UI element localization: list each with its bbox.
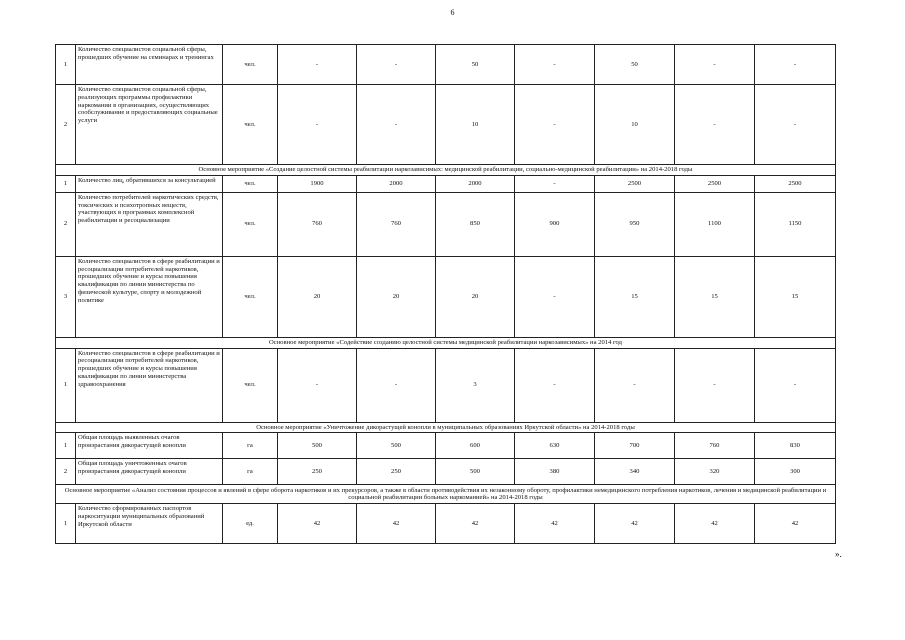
value-cell: 700 <box>595 433 675 459</box>
unit-cell: чел. <box>223 256 278 337</box>
value-cell: 760 <box>675 433 755 459</box>
value-cell: 600 <box>436 433 515 459</box>
value-cell: 42 <box>675 504 755 544</box>
value-cell: 42 <box>595 504 675 544</box>
value-cell: 42 <box>357 504 436 544</box>
section-title: Основное мероприятие «Анализ состояния процессов и явлений в сфере оборота наркотиков и их прекурсоров, а также в области противодействия их незаконному обороту, профилактики немедицинского потребления наркотиков, лечения и медицинской реабилитации и социальной реабилитации больных наркоманией» на 2014-2018 годы <box>56 485 836 504</box>
value-cell: 20 <box>436 256 515 337</box>
value-cell: 900 <box>515 192 595 256</box>
value-cell: - <box>357 85 436 165</box>
value-cell: 320 <box>675 459 755 485</box>
value-cell: 2000 <box>357 175 436 192</box>
value-cell: 2500 <box>595 175 675 192</box>
value-cell: 3 <box>436 348 515 422</box>
table-row <box>56 85 836 165</box>
value-cell: 42 <box>436 504 515 544</box>
section-title: Основное мероприятие «Создание целостной системы реабилитации наркозависимых: медицинской реабилитации, социально-медицинской реабилитации» на 2014-2018 годы <box>56 165 836 176</box>
unit-cell: чел. <box>223 175 278 192</box>
unit-cell: чел. <box>223 348 278 422</box>
margin-mark: ». <box>835 549 842 559</box>
section-header-row <box>56 337 836 348</box>
row-number: 2 <box>56 192 76 256</box>
table-row <box>56 256 836 337</box>
table-row <box>56 192 836 256</box>
value-cell: 42 <box>278 504 357 544</box>
value-cell: - <box>515 348 595 422</box>
value-cell: 10 <box>436 85 515 165</box>
value-cell: 1100 <box>675 192 755 256</box>
indicator-name: Количество сформированных паспортов наркоситуации муниципальных образований Иркутской области <box>76 504 223 544</box>
value-cell: - <box>675 85 755 165</box>
value-cell: 50 <box>436 45 515 85</box>
section-header-row <box>56 165 836 176</box>
value-cell: 500 <box>436 459 515 485</box>
value-cell: 380 <box>515 459 595 485</box>
row-number: 3 <box>56 256 76 337</box>
indicator-name: Общая площадь выявленных очагов произрастания дикорастущей конопли <box>76 433 223 459</box>
table-row <box>56 348 836 422</box>
value-cell: 2500 <box>675 175 755 192</box>
row-number: 2 <box>56 85 76 165</box>
value-cell: 340 <box>595 459 675 485</box>
section-header-row <box>56 422 836 433</box>
value-cell: 760 <box>278 192 357 256</box>
value-cell: 630 <box>515 433 595 459</box>
table-row <box>56 504 836 544</box>
table-body <box>56 45 836 544</box>
value-cell: - <box>675 45 755 85</box>
value-cell: - <box>515 175 595 192</box>
value-cell: 20 <box>357 256 436 337</box>
value-cell: 250 <box>278 459 357 485</box>
value-cell: 15 <box>675 256 755 337</box>
value-cell: - <box>675 348 755 422</box>
page-number: 6 <box>450 8 455 17</box>
value-cell: 1150 <box>755 192 836 256</box>
row-number: 1 <box>56 348 76 422</box>
value-cell: 15 <box>755 256 836 337</box>
value-cell: 50 <box>595 45 675 85</box>
value-cell: - <box>755 45 836 85</box>
value-cell: - <box>515 85 595 165</box>
value-cell: - <box>755 85 836 165</box>
value-cell: 850 <box>436 192 515 256</box>
row-number: 2 <box>56 459 76 485</box>
unit-cell: га <box>223 459 278 485</box>
unit-cell: чел. <box>223 85 278 165</box>
value-cell: - <box>357 45 436 85</box>
row-number: 1 <box>56 433 76 459</box>
value-cell: 500 <box>357 433 436 459</box>
value-cell: - <box>278 85 357 165</box>
value-cell: - <box>278 348 357 422</box>
value-cell: 250 <box>357 459 436 485</box>
unit-cell: га <box>223 433 278 459</box>
section-title: Основное мероприятие «Содействие созданию целостной системы медицинской реабилитации наркозависимых» на 2014 год <box>56 337 836 348</box>
section-title: Основное мероприятие «Уничтожение дикорастущей конопли в муниципальных образованиях Иркутской области» на 2014-2018 годы <box>56 422 836 433</box>
value-cell: - <box>755 348 836 422</box>
row-number: 1 <box>56 504 76 544</box>
value-cell: - <box>595 348 675 422</box>
indicator-name: Количество специалистов в сфере реабилитации и ресоциализации потребителей наркотиков, прошедших обучение и курсы повышения квалификации по линии министерства здравоохранения <box>76 348 223 422</box>
table-row <box>56 175 836 192</box>
indicator-name: Количество специалистов социальной сферы, прошедших обучение на семинарах и тренингах <box>76 45 223 85</box>
value-cell: 830 <box>755 433 836 459</box>
table-row <box>56 433 836 459</box>
value-cell: 2500 <box>755 175 836 192</box>
value-cell: 760 <box>357 192 436 256</box>
value-cell: 15 <box>595 256 675 337</box>
unit-cell: чел. <box>223 192 278 256</box>
table-row <box>56 45 836 85</box>
value-cell: - <box>357 348 436 422</box>
indicators-table <box>55 44 836 544</box>
row-number: 1 <box>56 45 76 85</box>
value-cell: - <box>278 45 357 85</box>
value-cell: 950 <box>595 192 675 256</box>
section-header-row <box>56 485 836 504</box>
indicator-name: Количество специалистов социальной сферы, реализующих программы профилактики наркомании в организациях, осуществляющих сообслуживание и предоставляющих социальные услуги <box>76 85 223 165</box>
indicator-name: Количество лиц, обратившихся за консультацией <box>76 175 223 192</box>
table-row <box>56 459 836 485</box>
value-cell: 42 <box>755 504 836 544</box>
value-cell: 1900 <box>278 175 357 192</box>
value-cell: 20 <box>278 256 357 337</box>
indicator-name: Количество специалистов в сфере реабилитации и ресоциализации потребителей наркотиков, прошедших обучение и курсы повышения квалификации по линии министерства по физической культуре, спорту и молодежной политике <box>76 256 223 337</box>
value-cell: 2000 <box>436 175 515 192</box>
unit-cell: чел. <box>223 45 278 85</box>
value-cell: - <box>515 45 595 85</box>
indicator-name: Количество потребителей наркотических средств, токсических и психотропных веществ, участвующих в программах комплексной реабилитации и ресоциализации <box>76 192 223 256</box>
unit-cell: ед. <box>223 504 278 544</box>
row-number: 1 <box>56 175 76 192</box>
value-cell: 10 <box>595 85 675 165</box>
value-cell: 500 <box>278 433 357 459</box>
value-cell: 42 <box>515 504 595 544</box>
indicator-name: Общая площадь уничтоженных очагов произрастания дикорастущей конопли <box>76 459 223 485</box>
value-cell: 300 <box>755 459 836 485</box>
value-cell: - <box>515 256 595 337</box>
